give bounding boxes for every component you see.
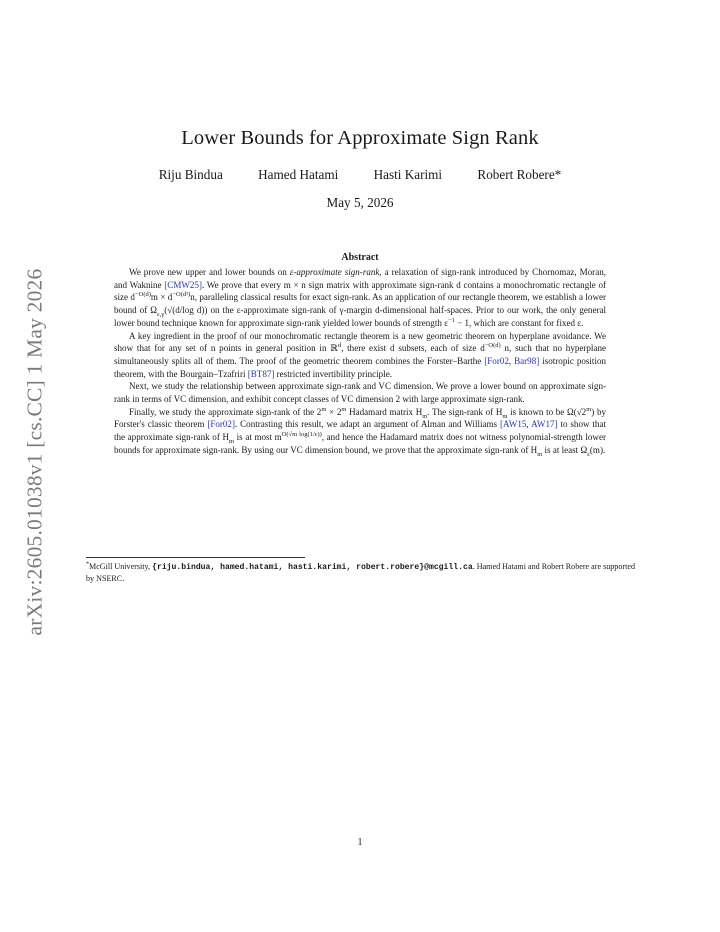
citation-link[interactable]: [AW15 <box>499 419 527 430</box>
paper-date: May 5, 2026 <box>326 195 394 210</box>
footnote: *McGill University, {riju.bindua, hamed.hatami, hasti.karimi, robert.robere}@mcgill.ca. Hamed Hatami and Robert Robere are supported by NSERC. <box>86 561 635 583</box>
citation-link[interactable]: [BT87] <box>247 368 275 379</box>
citation-link[interactable]: AW17] <box>531 419 558 430</box>
abstract-paragraph: A key ingredient in the proof of our monochromatic rectangle theorem is a new geometric theorem on hyperplane avoidance. We show that for any set of n points in general position in ℝ$^d$, there exist d subsets, each of size $d^{-O(d)}$ n, such that no hyperplane simultaneously splits all of them. The proof of the geometric theorem combines the Forster–Barthe [For02, Bar98] isotropic position theorem, with the Bourgain–Tzafriri [BT87] restricted invertibility principle. <box>114 330 606 379</box>
abstract-paragraph: Next, we study the relationship between approximate sign-rank and VC dimension. We prove a lower bound on approximate sign-rank in terms of VC dimension, and exhibit concept classes of VC dimension 2 with large approximate sign-rank. <box>114 381 606 405</box>
paper-title: Lower Bounds for Approximate Sign Rank <box>181 127 539 149</box>
abstract-body <box>114 266 606 457</box>
citation-link[interactable]: [For02] <box>207 419 235 430</box>
author-name: Robert Robere* <box>477 167 562 182</box>
abstract-heading: Abstract <box>341 252 379 263</box>
author-name: Hamed Hatami <box>258 167 339 182</box>
arxiv-sidebar <box>22 262 48 642</box>
citation-link[interactable]: [CMW25] <box>164 279 202 290</box>
abstract-paragraph: Finally, we study the approximate sign-rank of the $2^m \times 2^m$ Hadamard matrix $H_m$. The sign-rank of $H_m$ is known to be Ω(√2$^m$) by Forster's classic theorem [For02]. Contrasting this result, we adapt an argument of Alman and Williams [AW15, AW17] to show that the approximate sign-rank of $H_m$ is at most $m^{O(√m log(1/\varepsilon))}$, and hence the Hadamard matrix does not witness polynomial-strength lower bounds for approximate sign-rank. By using our VC dimension bound, we prove that the approximate sign-rank of $H_m$ is at least $\Omega_\varepsilon(m)$. <box>114 405 606 458</box>
author-name: Riju Bindua <box>158 167 223 182</box>
abstract-paragraph: We prove new upper and lower bounds on ε-approximate sign-rank, a relaxation of sign-rank introduced by Chornomaz, Moran, and Waknine [CMW25]. We prove that every m × n sign matrix with approximate sign-rank d contains a monochromatic rectangle of size $d^{-O(d)}m \times d^{-O(d^2)}n$, paralleling classical results for exact sign-rank. As an application of our rectangle theorem, we establish a lower bound of $\Omega_{\varepsilon,\gamma}(√(d/\log$ d)) on the ε-approximate sign-rank of γ-margin d-dimensional half-spaces. Prior to our work, the only general lower bound technique known for approximate sign-rank yielded lower bounds of strength $\varepsilon^{-1} - 1$, which are constant for fixed ε. <box>114 267 606 328</box>
citation-link[interactable]: Bar98] <box>514 355 540 366</box>
arxiv-identifier: arXiv:2605.01038v1 [cs.CC] 1 May 2026 <box>22 268 47 636</box>
citation-link[interactable]: [For02 <box>484 355 509 366</box>
author-list <box>0 167 720 183</box>
page-number: 1 <box>357 837 363 848</box>
footnote-mark: * <box>86 561 89 568</box>
author-emails[interactable]: {riju.bindua, hamed.hatami, hasti.karimi, robert.robere}@mcgill.ca <box>152 563 473 572</box>
footnote-rule <box>86 557 305 558</box>
author-name: Hasti Karimi <box>373 167 443 182</box>
